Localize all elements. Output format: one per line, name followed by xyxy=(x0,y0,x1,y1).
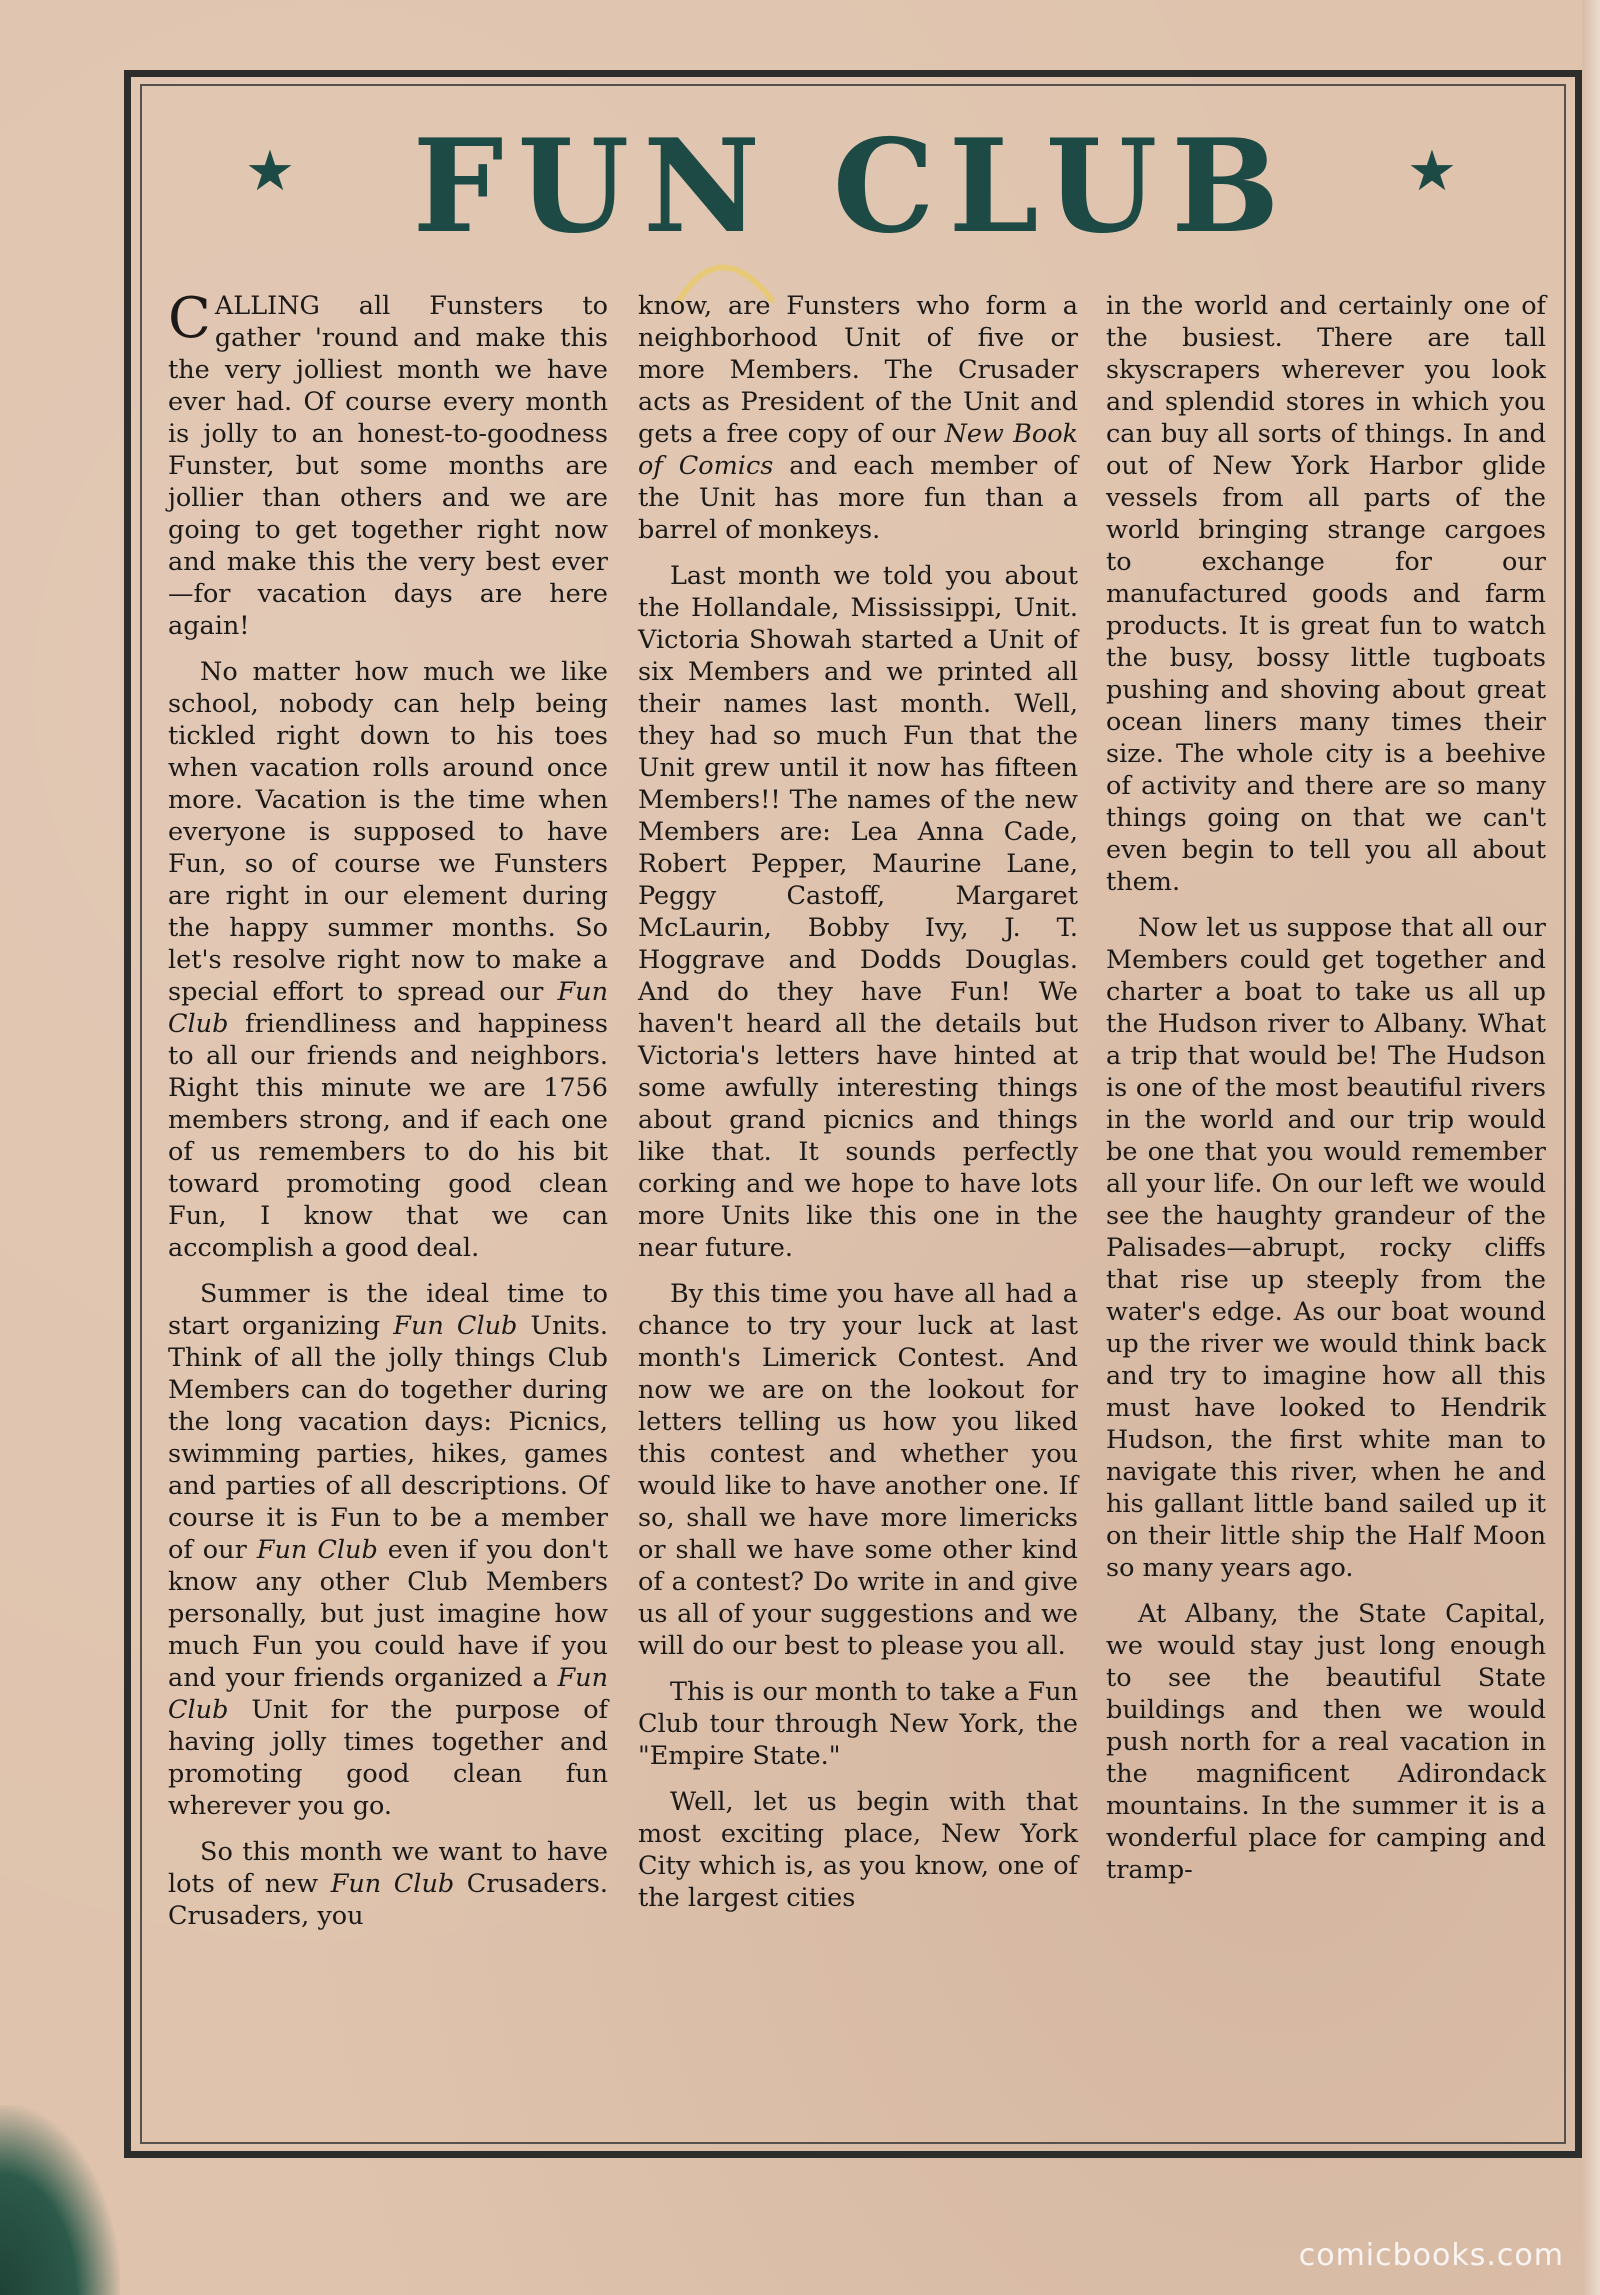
paragraph-text: Crusaders. Crusaders, you xyxy=(168,1869,608,1931)
paragraph xyxy=(168,286,608,642)
paragraph-text: Units. Think of all the jolly things Club Members can do together during the long vacation days: Picnics, swimming parties, hikes, games and parties of all descriptions. Of course it is Fun to be a member of our xyxy=(168,1311,608,1565)
paragraph-text: No matter how much we like school, nobody can help being tickled right down to his toes when vacation rolls around once more. Vacation is the time when everyone is supposed to have Fun, so of course we Funsters are right in our element during the happy summer months. So let's resolve right now to make a special effort to spread our xyxy=(168,657,608,1007)
column-3 xyxy=(1106,290,1546,1900)
paragraph-text: ALLING all Funsters to gather 'round and make this the very jolliest month we have ever had. Of course every month is jolly to an honest-to-goodness Funster, but some months are jollier than others and we are going to get together right now and make this the very best ever—for vacation days are here again! xyxy=(168,291,608,641)
column-2 xyxy=(638,290,1078,1928)
paragraph xyxy=(638,290,1078,546)
paragraph: At Albany, the State Capital, we would stay just long enough to see the beautiful State buildings and then we would push north for a real vacation in the magnificent Adirondack mountains. In the summer it is a wonderful place for camping and tramp- xyxy=(1106,1599,1546,1885)
star-icon: ★ xyxy=(244,139,296,204)
paragraph xyxy=(168,1836,608,1932)
corner-stain xyxy=(0,2105,120,2295)
paragraph: Last month we told you about the Hollandale, Mississippi, Unit. Victoria Showah started a Unit of six Members and we printed all their names last month. Well, they had so much Fun that the Unit grew until it now has fifteen Members!! The names of the new Members are: Lea Anna Cade, Robert Pepper, Maurine Lane, Peggy Castoff, Margaret McLaurin, Bobby Ivy, J. T. Hoggrave and Dodds Douglas. And do they have Fun! We haven't heard all the details but Victoria's letters have hinted at some awfully interesting things about grand picnics and things like that. It sounds perfectly corking and we hope to have lots more Units like this one in the near future. xyxy=(638,561,1078,1263)
paragraph: in the world and certainly one of the busiest. There are tall skyscrapers wherever you look and splendid stores in which you can buy all sorts of things. In and out of New York Harbor glide vessels from all parts of the world bringing strange cargoes to exchange for our manufactured goods and farm products. It is great fun to watch the busy, bossy little tugboats pushing and shoving about great ocean liners many times their size. The whole city is a beehive of activity and there are so many things going on that we can't even begin to tell you all about them. xyxy=(1106,291,1546,897)
club-name: Fun Club xyxy=(168,977,608,1039)
drop-cap: C xyxy=(168,286,211,351)
watermark: comicbooks.com xyxy=(1298,2238,1564,2273)
star-icon: ★ xyxy=(1406,139,1458,204)
club-name: Fun Club xyxy=(168,1663,608,1725)
paragraph: By this time you have all had a chance to try your luck at last month's Limerick Contest. And now we are on the lookout for letters telling us how you liked this contest and whether you would like to have another one. If so, shall we have more limericks or shall we have some other kind of a contest? Do write in and give us all of your suggestions and we will do our best to please you all. xyxy=(638,1279,1078,1661)
club-name: Fun Club xyxy=(256,1535,378,1565)
paragraph-text: know, are Funsters who form a neighborhood Unit of five or more Members. The Crusader acts as President of the Unit and gets a free copy of our xyxy=(638,291,1078,449)
club-name: Fun Club xyxy=(330,1869,455,1899)
paragraph: Now let us suppose that all our Members could get together and charter a boat to take us all up the Hudson river to Albany. What a trip that would be! The Hudson is one of the most beautiful rivers in the world and our trip would be one that you would remember all your life. On our left we would see the haughty grandeur of the Palisades—abrupt, rocky cliffs that rise up steeply from the water's edge. As our boat wound up the river we would think back and try to imagine how all this must have looked to Hendrik Hudson, the first white man to navigate this river, when he and his gallant little band sailed up it on their little ship the Half Moon so many years ago. xyxy=(1106,913,1546,1583)
paragraph xyxy=(168,1278,608,1822)
paragraph: Well, let us begin with that most exciting place, New York City which is, as you know, one of the largest cities xyxy=(638,1787,1078,1913)
masthead xyxy=(140,100,1566,300)
paragraph-text: So this month we want to have lots of new xyxy=(168,1837,608,1899)
club-name: Fun Club xyxy=(393,1311,518,1341)
paragraph-text: even if you don't know any other Club Members personally, but just imagine how much Fun you could have if you and your friends organized a xyxy=(168,1535,608,1693)
column-1 xyxy=(168,286,608,1946)
paragraph xyxy=(168,656,608,1264)
paragraph: This is our month to take a Fun Club tour through New York, the "Empire State." xyxy=(638,1677,1078,1771)
paragraph-text: Summer is the ideal time to start organizing xyxy=(168,1279,608,1341)
book-title: New Book of Comics xyxy=(638,419,1079,481)
page-title: FUN CLUB xyxy=(412,112,1294,262)
paragraph-text: Unit for the purpose of having jolly times together and promoting good clean fun wherever you go. xyxy=(168,1695,608,1821)
paragraph-text: and each member of the Unit has more fun than a barrel of monkeys. xyxy=(638,451,1078,545)
page-edge xyxy=(1582,0,1600,2295)
paragraph-text: friendliness and happiness to all our friends and neighbors. Right this minute we are 1756 members strong, and if each one of us remembers to do his bit toward promoting good clean Fun, I know that we can accomplish a good deal. xyxy=(168,1009,608,1263)
